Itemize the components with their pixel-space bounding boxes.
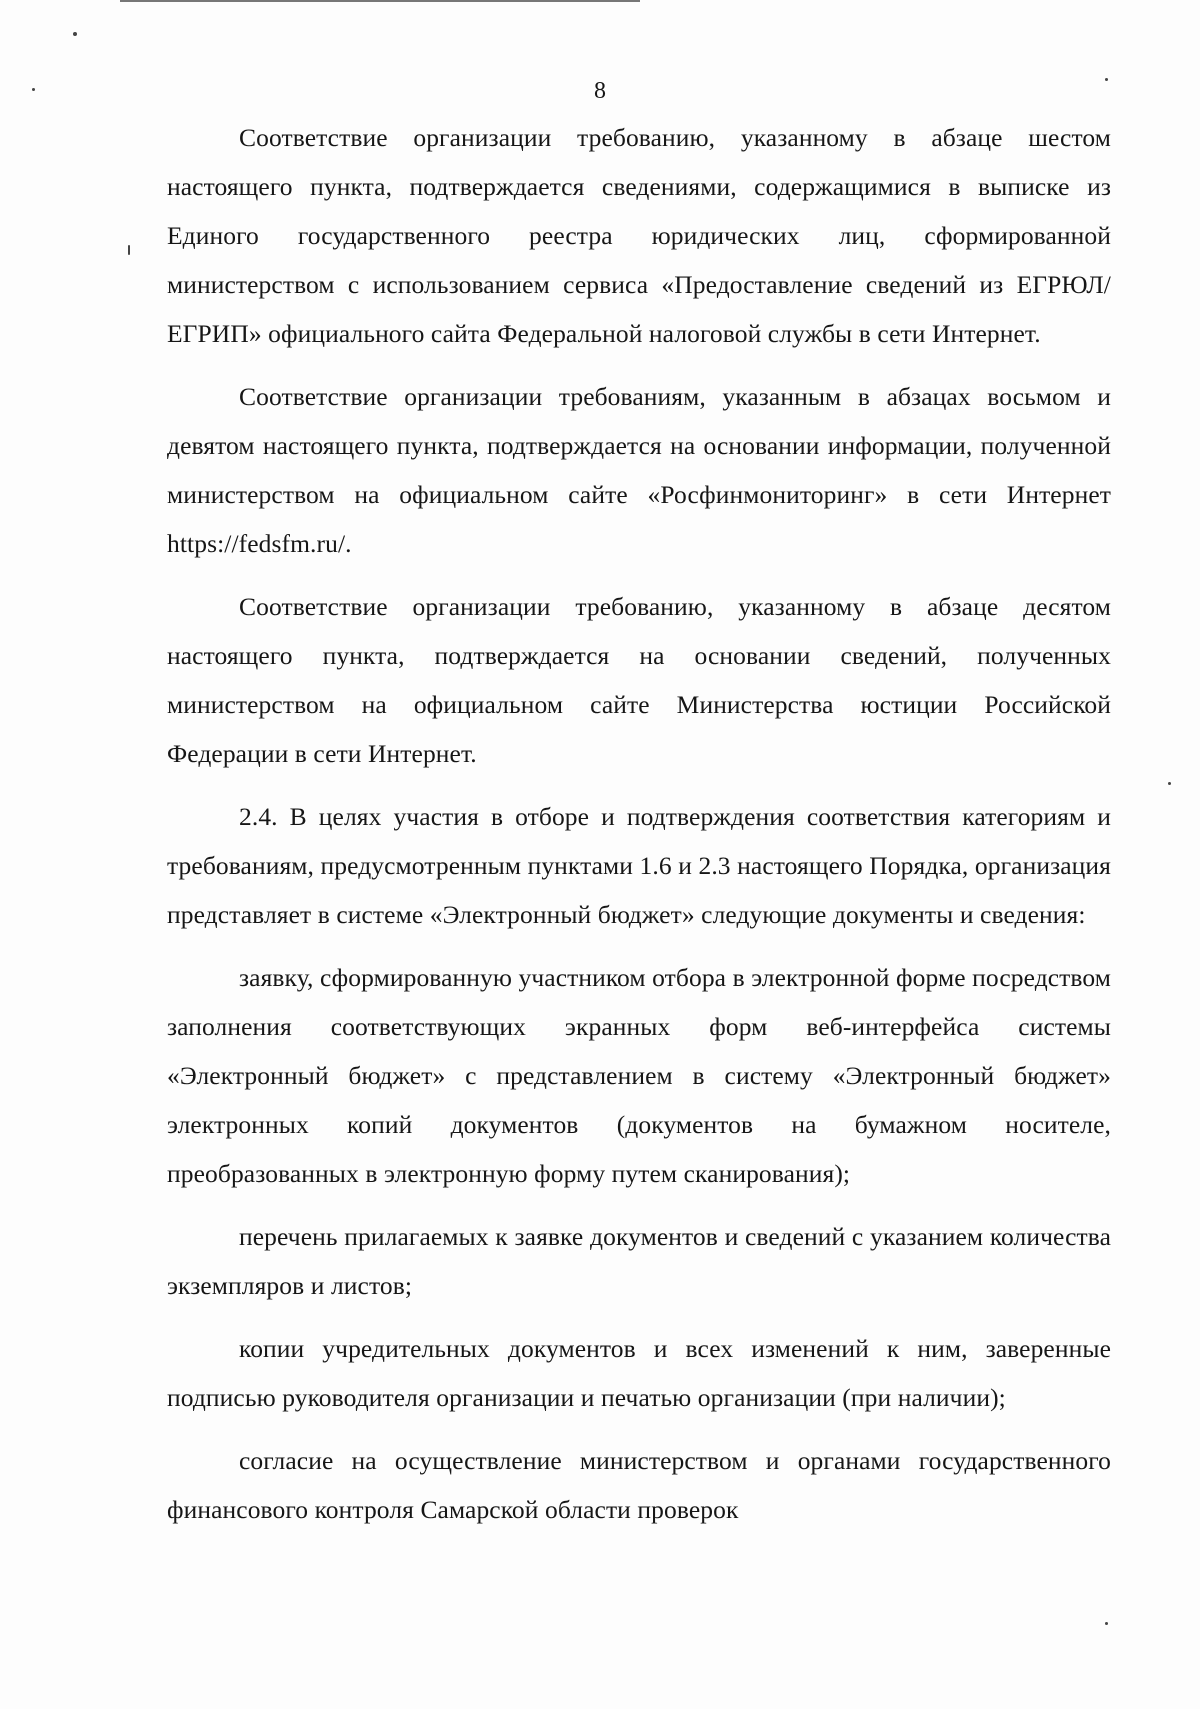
scan-speck — [73, 32, 77, 36]
paragraph-2-4: 2.4. В целях участия в отборе и подтверждения соответствия категориям и требованиям, предусмотренным пунктами 1.6 и 2.3 настоящего Порядка, организация представляет в системе «Электронный бюджет» следующие документы и сведения: — [167, 802, 1111, 929]
list-item-document-list: перечень прилагаемых к заявке документов и сведений с указанием количества экземпляров и листов; — [167, 1222, 1111, 1300]
paragraph-egrul: Соответствие организации требованию, указанному в абзаце шестом настоящего пункта, подтверждается сведениями, содержащимися в выписке из Единого государственного реестра юридических лиц, сформированной министерством с использованием сервиса «Предоставление сведений из ЕГРЮЛ/ЕГРИП» официального сайта Федеральной налоговой службы в сети Интернет. — [167, 123, 1111, 348]
page-number: 8 — [594, 78, 606, 104]
paragraph-rosfinmonitoring: Соответствие организации требованиям, указанным в абзацах восьмом и девятом настоящего пункта, подтверждается на основании информации, полученной министерством на официальном сайте «Росфинмониторинг» в сети Интернет https://fedsfm.ru/. — [167, 382, 1111, 558]
list-item-application: заявку, сформированную участником отбора в электронной форме посредством заполнения соответствующих экранных форм веб-интерфейса системы «Электронный бюджет» с представлением в систему «Электронный бюджет» электронных копий документов (документов на бумажном носителе, преобразованных в электронную форму путем сканирования); — [167, 963, 1111, 1188]
scan-speck — [1168, 782, 1171, 785]
scan-speck — [1105, 1622, 1108, 1625]
scan-speck — [128, 245, 130, 255]
document-body — [167, 113, 1111, 1548]
list-item-consent: согласие на осуществление министерством и органами государственного финансового контроля Самарской области проверок — [167, 1446, 1111, 1524]
scan-edge-line — [120, 0, 640, 2]
list-item-founding-documents: копии учредительных документов и всех изменений к ним, заверенные подписью руководителя организации и печатью организации (при наличии); — [167, 1334, 1111, 1412]
paragraph-minjust: Соответствие организации требованию, указанному в абзаце десятом настоящего пункта, подтверждается на основании сведений, полученных министерством на официальном сайте Министерства юстиции Российской Федерации в сети Интернет. — [167, 592, 1111, 768]
